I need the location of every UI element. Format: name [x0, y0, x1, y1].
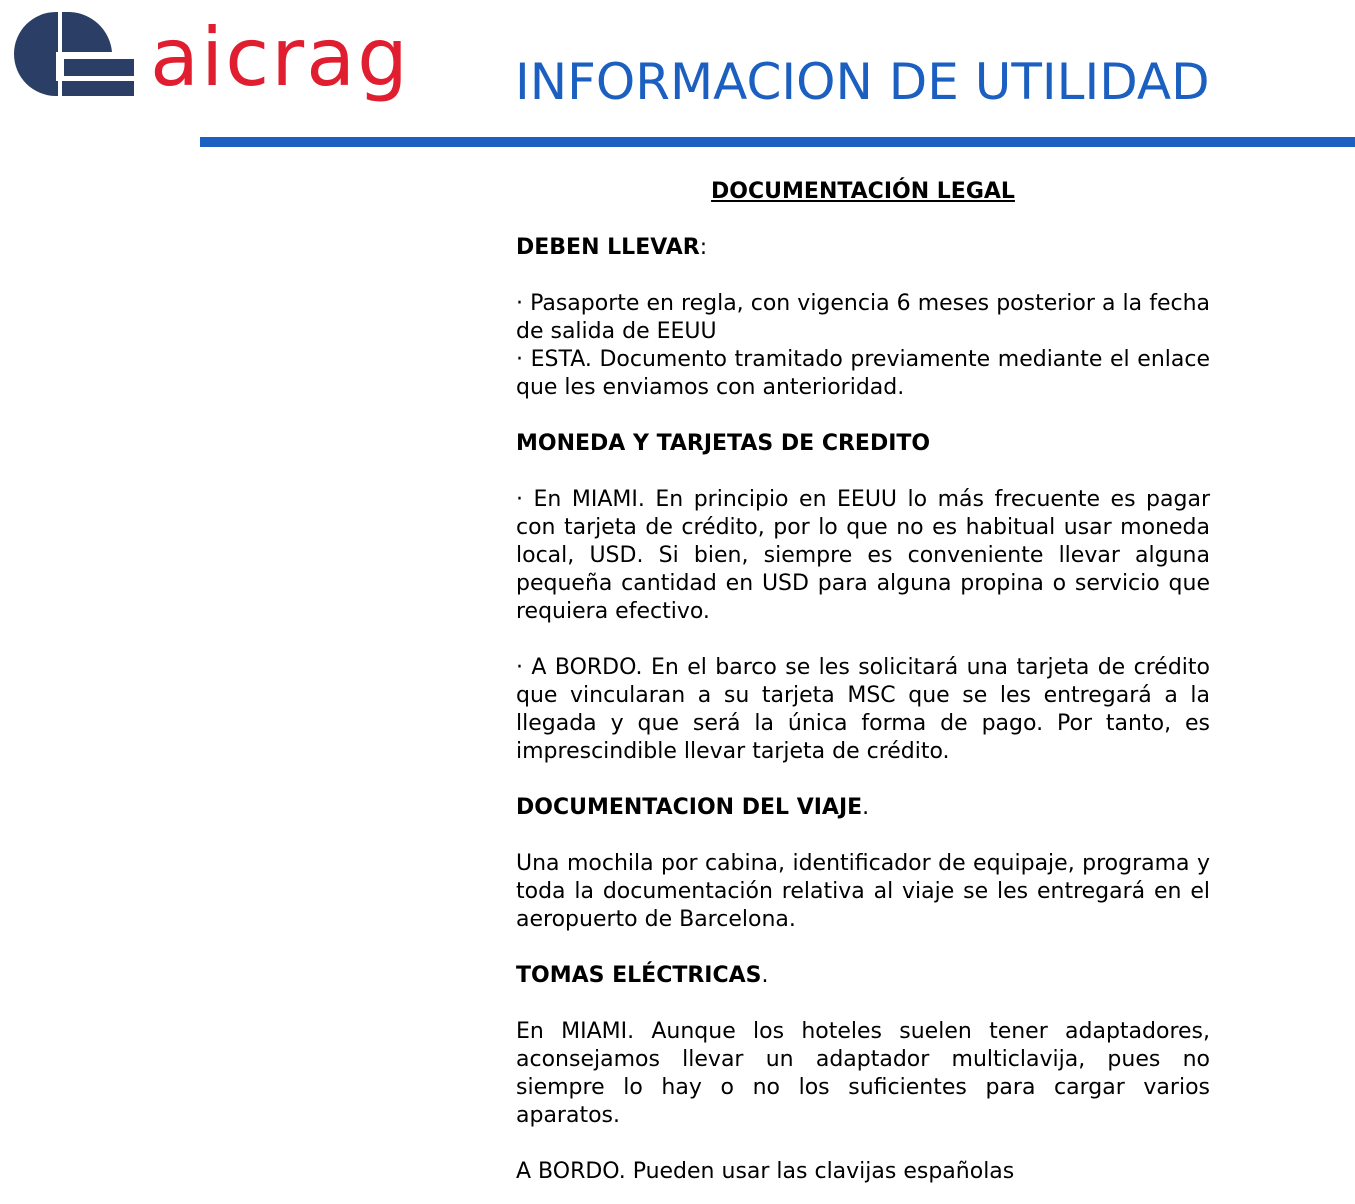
paragraph: · En MIAMI. En principio en EEUU lo más frecuente es pagar con tarjeta de crédito, por lo que no es habitual usar moneda local, USD. Si bien, siempre es conveniente llevar alguna pequeña cantidad en USD para alguna propina o servicio que requiera efectivo. [516, 487, 1210, 624]
paragraph: · ESTA. Documento tramitado previamente mediante el enlace que les enviamos con anterioridad. [516, 347, 1210, 400]
page-title: INFORMACION DE UTILIDAD [515, 53, 1210, 111]
section-title-moneda [516, 430, 1210, 458]
aicrag-logo-text: aicrag [150, 11, 410, 104]
aicrag-logo-mark [14, 12, 138, 96]
section-title-deben-llevar [516, 234, 1210, 262]
section-title-suffix: : [699, 235, 708, 260]
document-heading: DOCUMENTACIÓN LEGAL [711, 179, 1015, 204]
section-title-documentacion-viaje [516, 794, 1210, 822]
paragraph: A BORDO. Pueden usar las clavijas españolas [516, 1159, 1015, 1184]
paragraph: Una mochila por cabina, identificador de equipaje, programa y toda la documentación relativa al viaje se les entregará en el aeropuerto de Barcelona. [516, 851, 1210, 932]
section-title-suffix: . [761, 963, 769, 988]
section-title-text: DOCUMENTACION DEL VIAJE [516, 795, 863, 820]
title-divider [200, 137, 1355, 147]
paragraph: · Pasaporte en regla, con vigencia 6 meses posterior a la fecha de salida de EEUU [516, 291, 1210, 344]
document-body [516, 178, 1210, 1186]
section-title-text: TOMAS ELÉCTRICAS [516, 963, 762, 988]
section-title-suffix: . [862, 795, 870, 820]
section-title-text: DEBEN LLEVAR [516, 235, 700, 260]
section-title-tomas-electricas [516, 962, 1210, 990]
paragraph: · A BORDO. En el barco se les solicitará una tarjeta de crédito que vincularan a su tarjeta MSC que se les entregará a la llegada y que será la única forma de pago. Por tanto, es imprescindible llevar tarjeta de crédito. [516, 655, 1210, 764]
section-title-text: MONEDA Y TARJETAS DE CREDITO [516, 431, 931, 456]
paragraph: En MIAMI. Aunque los hoteles suelen tener adaptadores, aconsejamos llevar un adaptador multiclavija, pues no siempre lo hay o no los suficientes para cargar varios aparatos. [516, 1019, 1210, 1128]
